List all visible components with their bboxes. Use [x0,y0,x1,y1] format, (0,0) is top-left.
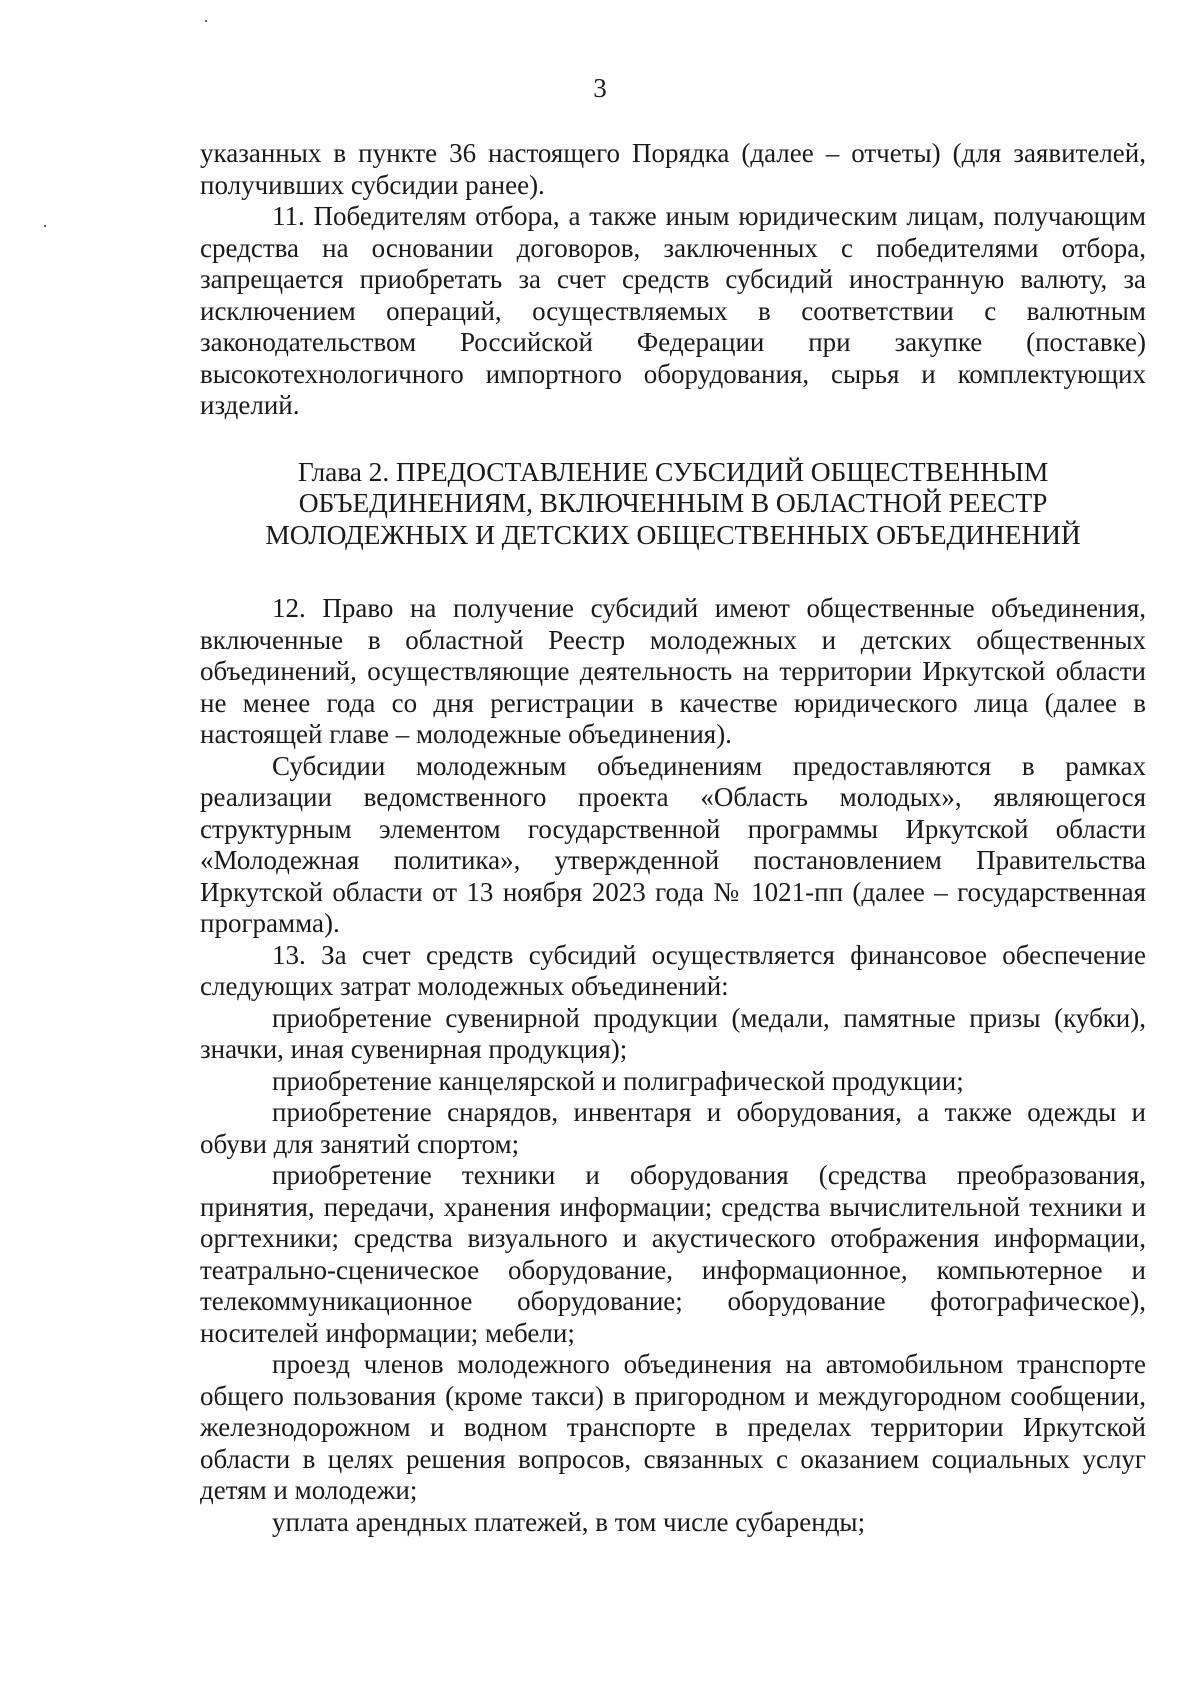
paragraph-11: 11. Победителям отбора, а также иным юридическим лицам, получающим средства на основании договоров, заключенных с победителями отбора, запрещается приобретать за счет средств субсидий иностранную валюту, за исключением операций, осуществляемых в соответствии с валютным законодательством Российской Федерации при закупке (поставке) высокотехнологичного импортного оборудования, сырья и комплектующих изделий. [200,201,1146,420]
list-item-stationery: приобретение канцелярской и полиграфической продукции; [272,1065,964,1096]
scan-speck-top [205,20,207,22]
chapter-heading [200,456,1146,551]
list-item-souvenirs: приобретение сувенирной продукции (медали, памятные призы (кубки), значки, иная сувенирная продукция); [200,1002,1146,1064]
paragraph-13: 13. За счет средств субсидий осуществляется финансовое обеспечение следующих затрат молодежных объединений: [200,939,1146,1001]
chapter-heading-line: МОЛОДЕЖНЫХ И ДЕТСКИХ ОБЩЕСТВЕННЫХ ОБЪЕДИНЕНИЙ [265,518,1081,550]
chapter-heading-line: ОБЪЕДИНЕНИЯМ, ВКЛЮЧЕННЫМ В ОБЛАСТНОЙ РЕЕСТР [298,487,1048,518]
list-item-travel: проезд членов молодежного объединения на автомобильном транспорте общего пользования (кроме такси) в пригородном и междугородном сообщении, железнодорожном и водном транспорте в пределах территории Иркутской области в целях решения вопросов, связанных с оказанием социальных услуг детям и молодежи; [200,1349,1146,1505]
page-number: 3 [593,73,607,103]
list-item-technology: приобретение техники и оборудования (средства преобразования, принятия, передачи, хранения информации; средства вычислительной техники и оргтехники; средства визуального и акустического отображения информации, театрально-сценическое оборудование, информационное, компьютерное и телекоммуникационное оборудование; оборудование фотографическое), носителей информации; мебели; [200,1160,1146,1348]
paragraph-continuation: указанных в пункте 36 настоящего Порядка (далее – отчеты) (для заявителей, получивших субсидии ранее). [200,138,1146,200]
document-body [200,138,1146,1538]
chapter-heading-line: Глава 2. ПРЕДОСТАВЛЕНИЕ СУБСИДИЙ ОБЩЕСТВЕННЫМ [297,455,1049,487]
scan-speck-left [44,225,46,227]
paragraph-subsidies-project: Субсидии молодежным объединениям предоставляются в рамках реализации ведомственного проекта «Область молодых», являющегося структурным элементом государственной программы Иркутской области «Молодежная политика», утвержденной постановлением Правительства Иркутской области от 13 ноября 2023 года № 1021-пп (далее – государственная программа). [200,750,1146,938]
list-item-sports-equipment: приобретение снарядов, инвентаря и оборудования, а также одежды и обуви для занятий спортом; [200,1097,1146,1159]
list-item-rent: уплата арендных платежей, в том числе субаренды; [272,1506,866,1537]
paragraph-12: 12. Право на получение субсидий имеют общественные объединения, включенные в областной Реестр молодежных и детских общественных объединений, осуществляющие деятельность на территории Иркутской области не менее года со дня регистрации в качестве юридического лица (далее в настоящей главе – молодежные объединения). [200,593,1146,749]
